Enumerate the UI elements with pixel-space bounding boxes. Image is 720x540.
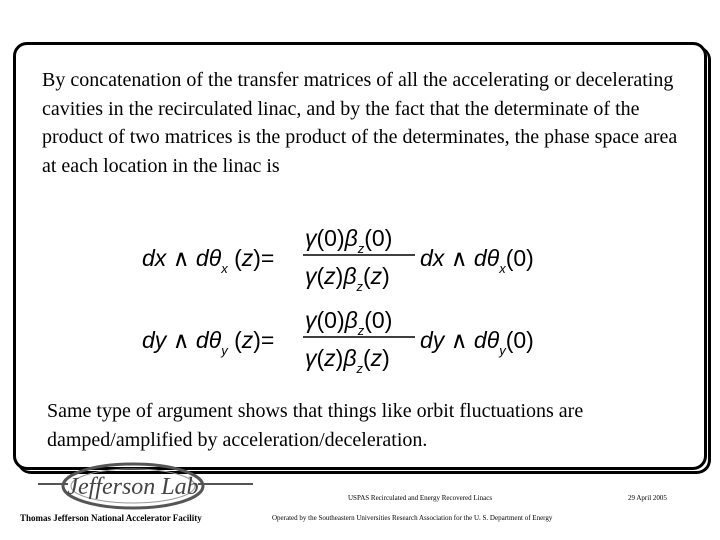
eq1-lhs: dx ∧ $d\theta_x$ (z)= bbox=[142, 245, 275, 276]
eq2-rhs: dy ∧ $d\theta_y(0)$ bbox=[420, 327, 534, 358]
eq1-denominator: $\gamma(z)\beta_z(z)$ bbox=[305, 263, 390, 294]
equation-y bbox=[140, 300, 580, 380]
eq2-lhs: dy ∧ $d\theta_y$ (z)= bbox=[142, 327, 275, 358]
eq2-denominator: $\gamma(z)\beta_z(z)$ bbox=[305, 345, 390, 376]
jefferson-lab-logo bbox=[38, 458, 258, 518]
eq1-numerator: $\gamma(0)\beta_z(0)$ bbox=[305, 225, 393, 256]
logo-text: Jefferson Lab bbox=[67, 474, 199, 500]
facility-name: Thomas Jefferson National Accelerator Facility bbox=[20, 513, 202, 523]
date-label: 29 April 2005 bbox=[628, 494, 667, 502]
equation-x bbox=[140, 218, 580, 298]
intro-paragraph: By concatenation of the transfer matrices of all the accelerating or decelerating cavities in the recirculated linac, and by the fact that the determinate of the product of two matrices is the product of the determinates, the phase space area at each location in the linac is bbox=[42, 69, 678, 177]
conclusion-paragraph: Same type of argument shows that things like orbit fluctuations are damped/amplified by acceleration/deceleration. bbox=[47, 400, 584, 451]
eq2-numerator: $\gamma(0)\beta_z(0)$ bbox=[305, 307, 393, 338]
course-title: USPAS Recirculated and Energy Recovered Linacs bbox=[348, 494, 493, 502]
operator-note: Operated by the Southeastern Universities Research Association for the U. S. Department of Energy bbox=[272, 514, 553, 522]
eq1-rhs: dx ∧ $d\theta_x(0)$ bbox=[420, 245, 534, 276]
